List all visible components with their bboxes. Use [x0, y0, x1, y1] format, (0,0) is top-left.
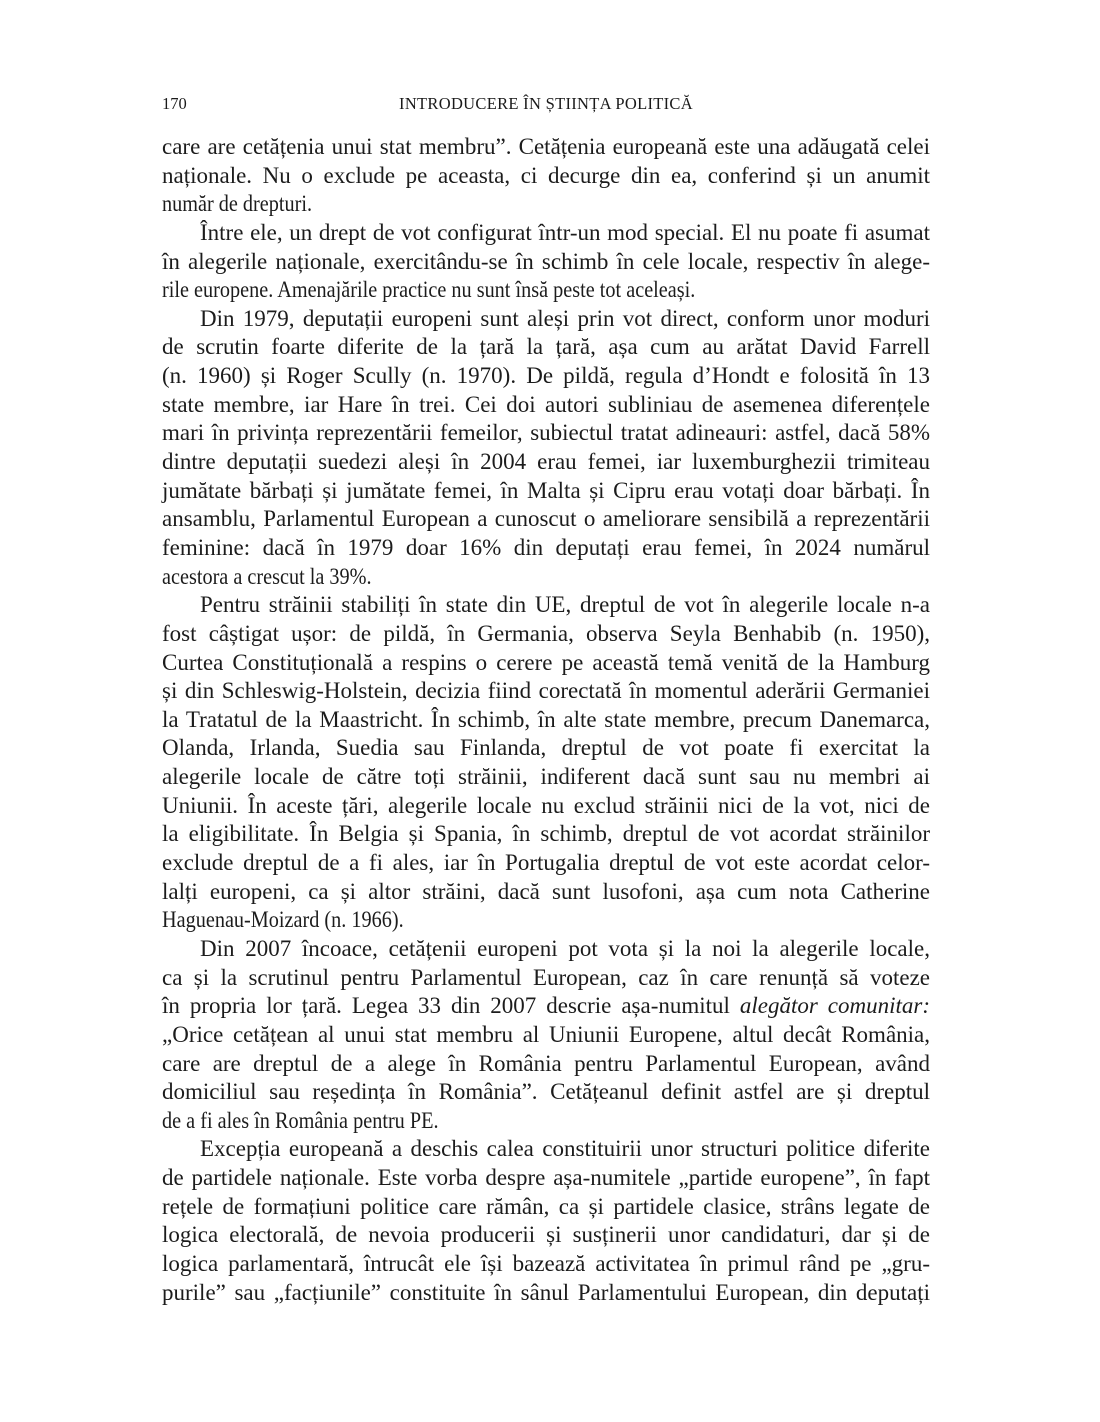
text-line — [162, 391, 930, 420]
text-line — [162, 162, 930, 191]
line-text: rețele de formațiuni politice care rămân, ca și partidele clasice, strâns legate de — [162, 1193, 930, 1219]
line-text: Curtea Constituțională a respins o cerere pe această temă venită de la Hamburg — [162, 649, 930, 675]
line-text: exclude dreptul de a fi ales, iar în Portugalia dreptul de vot este acordat celor- — [162, 850, 930, 876]
line-text: domiciliul sau reședința în România”. Cetățeanul definit astfel are și dreptul — [162, 1079, 930, 1105]
text-line — [162, 649, 930, 678]
text-line — [162, 505, 930, 534]
text-line — [162, 1050, 930, 1079]
line-text: mari în privința reprezentării femeilor, subiectul tratat adineauri: astfel, dacă 58% — [162, 420, 930, 446]
line-text: logica parlamentară, întrucât ele își bazează activitatea în primul rând pe „gru- — [162, 1250, 930, 1276]
line-text: alegerile locale de către toți străinii, indiferent dacă sunt sau nu membri ai — [162, 764, 930, 790]
text-line — [162, 763, 930, 792]
line-text: de partidele naționale. Este vorba despre așa-numitele „partide europene”, în fapt — [162, 1165, 930, 1191]
text-line — [162, 677, 930, 706]
text-line — [162, 563, 930, 592]
text-line — [162, 219, 930, 248]
line-text: lalți europeni, ca și altor străini, dacă sunt lusofoni, așa cum nota Catherine — [162, 878, 930, 904]
line-text: de scrutin foarte diferite de la țară la țară, așa cum au arătat David Farrell — [162, 334, 930, 360]
text-line — [162, 706, 930, 735]
text-line — [162, 534, 930, 563]
text-line — [162, 1021, 930, 1050]
text-line — [162, 1250, 930, 1279]
text-line — [162, 1135, 930, 1164]
text-line — [162, 906, 930, 935]
page-number: 170 — [162, 94, 187, 113]
line-text: jumătate bărbați și jumătate femei, în Malta și Cipru erau votați doar bărbați. În — [162, 477, 930, 503]
line-text: și din Schleswig-Holstein, decizia fiind corectată în momentul aderării Germaniei — [162, 678, 930, 704]
body-text — [162, 133, 930, 1307]
line-text: Din 1979, deputații europeni sunt aleși prin vot direct, conform unor moduri — [200, 305, 930, 331]
text-line — [162, 1107, 930, 1136]
text-line — [162, 792, 930, 821]
line-text: purile” sau „facțiunile” constituite în sânul Parlamentului European, din deputați — [162, 1279, 930, 1305]
text-line — [162, 1193, 930, 1222]
line-text: în alegerile naționale, exercitându-se în schimb în cele locale, respectiv în alege- — [162, 248, 930, 274]
line-text: în propria lor țară. Legea 33 din 2007 descrie așa-numitul alegător comunitar: — [162, 993, 930, 1019]
line-text: care are dreptul de a alege în România pentru Parlamentul European, având — [162, 1050, 930, 1076]
text-line — [162, 620, 930, 649]
line-text: Pentru străinii stabiliți în state din UE, dreptul de vot în alegerile locale n-a — [200, 592, 930, 618]
text-line — [162, 133, 930, 162]
line-text: dintre deputații suedezi aleși în 2004 erau femei, iar luxemburghezii trimiteau — [162, 449, 930, 475]
line-text: la eligibilitate. În Belgia și Spania, în schimb, dreptul de vot acordat străinilor — [162, 821, 930, 847]
text-line — [162, 276, 930, 305]
text-line — [162, 820, 930, 849]
text-line — [162, 448, 930, 477]
line-text: care are cetățenia unui stat membru”. Cetățenia europeană este una adăugată celei — [162, 134, 930, 159]
text-line — [162, 935, 930, 964]
line-text: acestora a crescut la 39%. — [162, 563, 372, 589]
line-text: Olanda, Irlanda, Suedia sau Finlanda, dreptul de vot poate fi exercitat la — [162, 735, 930, 761]
text-line — [162, 591, 930, 620]
line-text: număr de drepturi. — [162, 191, 313, 217]
line-text: feminine: dacă în 1979 doar 16% din deputați erau femei, în 2024 numărul — [162, 534, 930, 560]
text-line — [162, 1221, 930, 1250]
text-line — [162, 1164, 930, 1193]
line-text: ansamblu, Parlamentul European a cunoscut o ameliorare sensibilă a reprezentării — [162, 506, 930, 532]
text-line — [162, 305, 930, 334]
text-line — [162, 1279, 930, 1308]
line-text: ca și la scrutinul pentru Parlamentul European, caz în care renunță să voteze — [162, 964, 930, 990]
line-text: de a fi ales în România pentru PE. — [162, 1107, 439, 1133]
running-title: INTRODUCERE ÎN ȘTIINȚA POLITICĂ — [399, 94, 693, 113]
line-text: rile europene. Amenajările practice nu sunt însă peste tot aceleași. — [162, 277, 696, 303]
line-text: naționale. Nu o exclude pe aceasta, ci decurge din ea, conferind și un anumit — [162, 162, 930, 188]
line-text: fost câștigat ușor: de pildă, în Germania, observa Seyla Benhabib (n. 1950), — [162, 620, 930, 646]
line-text: „Orice cetățean al unui stat membru al Uniunii Europene, altul decât România, — [162, 1021, 930, 1047]
page-header — [162, 94, 930, 116]
line-text: Haguenau-Moizard (n. 1966). — [162, 907, 404, 933]
text-line — [162, 362, 930, 391]
line-text: la Tratatul de la Maastricht. În schimb, în alte state membre, precum Danemarca, — [162, 706, 930, 732]
text-line — [162, 878, 930, 907]
italic-term: alegător comunitar: — [739, 993, 930, 1019]
line-text: (n. 1960) și Roger Scully (n. 1970). De pildă, regula d’Hondt e folosită în 13 — [162, 363, 930, 389]
line-text: logica electorală, de nevoia producerii și susținerii unor candidaturi, dar și de — [162, 1222, 930, 1248]
text-line — [162, 1078, 930, 1107]
line-text: state membre, iar Hare în trei. Cei doi autori subliniau de asemenea diferențele — [162, 391, 930, 417]
text-line — [162, 190, 930, 219]
text-line — [162, 248, 930, 277]
text-line — [162, 849, 930, 878]
line-text: Excepția europeană a deschis calea constituirii unor structuri politice diferite — [200, 1136, 930, 1162]
line-text: Din 2007 încoace, cetățenii europeni pot vota și la noi la alegerile locale, — [200, 935, 930, 961]
text-line — [162, 333, 930, 362]
line-text: Uniunii. În aceste țări, alegerile locale nu exclud străinii nici de la vot, nici de — [162, 792, 930, 818]
text-line — [162, 419, 930, 448]
text-line — [162, 964, 930, 993]
line-text: Între ele, un drept de vot configurat într-un mod special. El nu poate fi asumat — [200, 219, 930, 245]
text-line — [162, 992, 930, 1021]
text-line — [162, 477, 930, 506]
text-line — [162, 734, 930, 763]
